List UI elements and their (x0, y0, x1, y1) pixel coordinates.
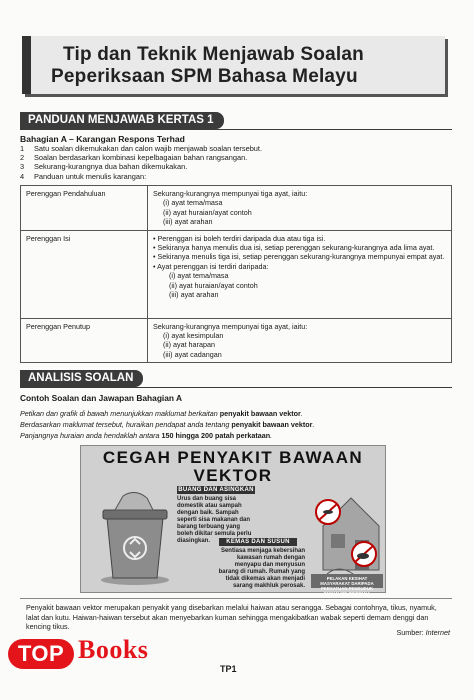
poster-box1-text: Urus dan buang sisa domestik atau sampah dengan baik. Sampah seperti sisa makanan dan barang terbuang yang boleh dikitar semula perlu diasingkan. (177, 496, 252, 544)
logo-top: TOP (8, 639, 74, 669)
poster-title-line1: CEGAH PENYAKIT BAWAAN (102, 448, 364, 467)
question-line-3: Panjangnya huraian anda hendaklah antara 150 hingga 200 patah perkataan. (20, 431, 273, 440)
poster-box1-heading: BUANG DAN ASINGKAN (178, 487, 254, 493)
question-line-2: Berdasarkan maklumat tersebut, huraikan pendapat anda tentang penyakit bawaan vektor. (20, 420, 315, 429)
example-heading: Contoh Soalan dan Jawapan Bahagian A (20, 393, 183, 403)
bahagian-a-heading: Bahagian A – Karangan Respons Terhad (20, 134, 185, 144)
passage-caption: Penyakit bawaan vektor merupakan penyakit yang disebarkan melalui haiwan atau serangga. Sebagai contohnya, tikus, nyamuk, lalat dan kutu. Haiwan-haiwan tersebut akan menyebarkan kuman sehingga mengakibatkan wabak seperti demam denggi dan kencing tikus. (20, 598, 452, 642)
poster-title-line2: VEKTOR (193, 466, 273, 485)
instruction-list (20, 144, 262, 181)
section-header-panduan: PANDUAN MENJAWAB KERTAS 1 (20, 112, 224, 129)
trash-bin-icon (95, 490, 175, 586)
section-divider (20, 129, 452, 130)
table-row (21, 186, 452, 231)
topbooks-logo (8, 637, 168, 671)
row-label: Perenggan Isi (21, 230, 148, 318)
logo-books: Books (78, 635, 149, 664)
poster-box2-heading: KEMAS DAN SUSUN (219, 538, 297, 546)
list-item: 2 Soalan berdasarkan kombinasi kepelbagaian bahan rangsangan. (20, 153, 248, 163)
table-row (21, 230, 452, 318)
row-label: Perenggan Penutup (21, 318, 148, 363)
section-header-analisis: ANALISIS SOALAN (20, 370, 143, 387)
list-item: 3 Sekurang-kurangnya dua bahan dikemukakan. (20, 162, 188, 172)
poster-box2-text: Sentiasa menjaga kebersihan kawasan rumah dengan menyapu dan menyusun barang di rumah. Rumah yang tidak dikemas akan menjadi sarang makhluk perosak. (218, 548, 305, 589)
list-item: 4 Panduan untuk menulis karangan: (20, 171, 147, 181)
poster-credit: PELAKAN KESIHAT MASYARAKAT DARIPADA PERSATUAN PENDUDUK TAMAN SRI PRISTANA (311, 574, 383, 588)
rat-icon (347, 540, 381, 568)
essay-guide-table (20, 185, 452, 363)
mosquito-icon (311, 498, 345, 526)
row-content: Sekurang-kurangnya mempunyai tiga ayat, iaitu: (i) ayat kesimpulan (ii) ayat harapan (iii) ayat cadangan (148, 318, 452, 363)
question-line-1: Petikan dan grafik di bawah menunjukkan maklumat berkaitan penyakit bawaan vektor. (20, 409, 303, 418)
table-row (21, 318, 452, 363)
source-note: Sumber: Internet (396, 628, 450, 637)
page-title-line2: Peperiksaan SPM Bahasa Melayu (51, 66, 358, 87)
list-item: 1 Satu soalan dikemukakan dan calon wajib menjawab soalan tersebut. (20, 144, 263, 153)
vector-disease-poster (80, 445, 386, 596)
row-content: Sekurang-kurangnya mempunyai tiga ayat, iaitu: (i) ayat tema/masa (ii) ayat huraian/ayat contoh (iii) ayat arahan (148, 186, 452, 231)
row-label: Perenggan Pendahuluan (21, 186, 148, 231)
page-number: TP1 (220, 664, 237, 674)
section-divider (20, 387, 452, 388)
title-banner (22, 36, 445, 94)
page-title-line1: Tip dan Teknik Menjawab Soalan (63, 44, 364, 65)
row-content: • Perenggan isi boleh terdiri daripada dua atau tiga isi. • Sekiranya hanya menulis dua isi, setiap perenggan sekurang-kurangnya ada lima ayat. • Sekiranya menulis tiga isi, setiap perenggan sekurang-kurangnya mempunyai empat ayat. • Ayat perenggan isi terdiri daripada: (i) ayat tema/masa (ii) ayat huraian/ayat contoh (iii) ayat arahan (148, 230, 452, 318)
